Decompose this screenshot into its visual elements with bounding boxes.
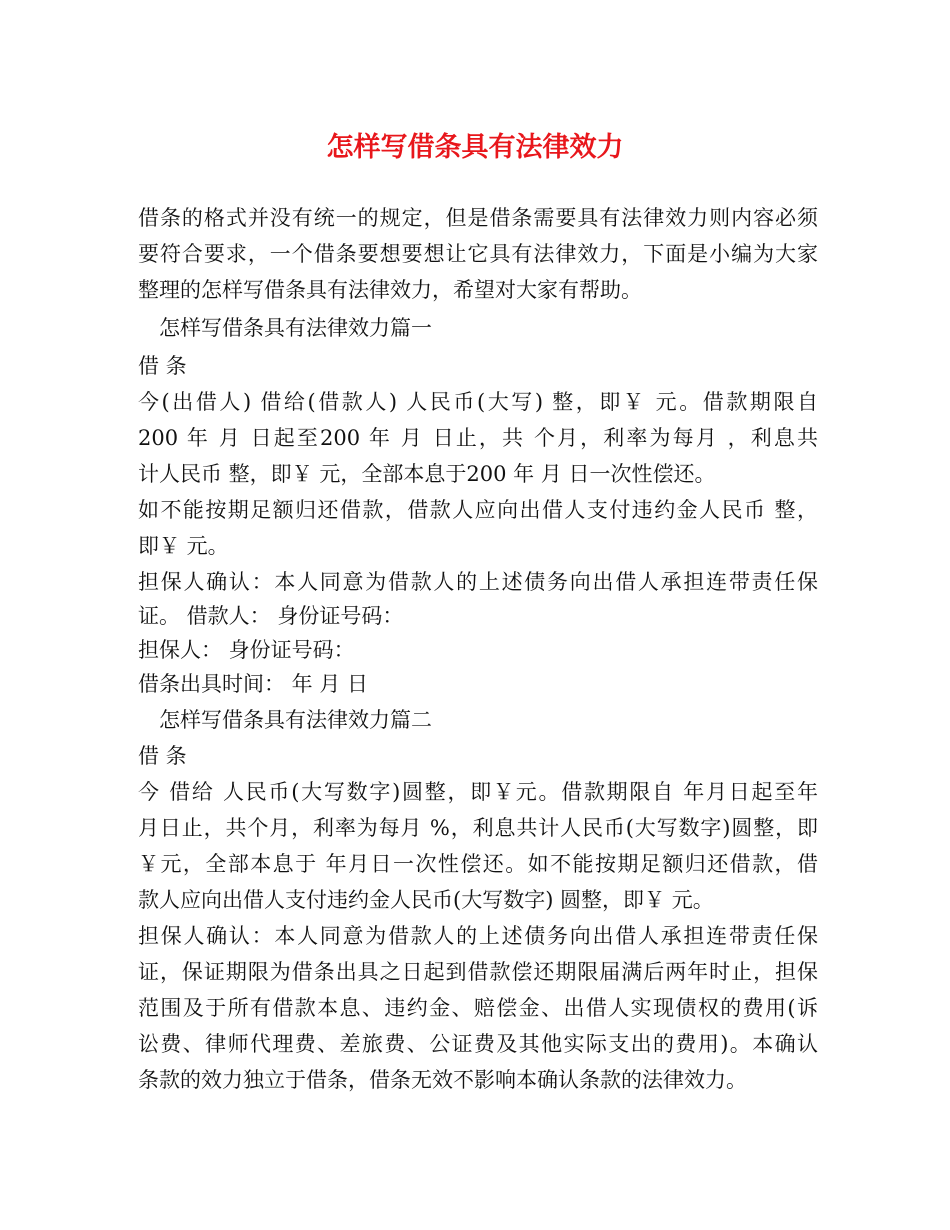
body-line: 整理的怎样写借条具有法律效力，希望对大家有帮助。 — [138, 278, 642, 302]
body-line: 今(出借人) 借给(借款人) 人民币(大写) 整，即￥ 元。借款期限自 — [138, 390, 818, 414]
body-line: 证。 借款人： 身份证号码： — [138, 604, 404, 628]
body-line: 200 年 月 日起至200 年 月 日止，共 个月，利率为每月 ，利息共 — [138, 426, 818, 450]
body-line: 条款的效力独立于借条，借条无效不影响本确认条款的法律效力。 — [138, 1068, 747, 1092]
section-heading-2: 怎样写借条具有法律效力篇二 — [138, 708, 432, 732]
body-line: 讼费、律师代理费、差旅费、公证费及其他实际支出的费用)。本确认 — [138, 1032, 818, 1056]
body-line: 即￥ 元。 — [138, 534, 229, 558]
document-title: 怎样写借条具有法律效力 — [326, 132, 624, 163]
body-line: 担保人确认：本人同意为借款人的上述债务向出借人承担连带责任保 — [138, 570, 818, 594]
body-line: 款人应向出借人支付违约金人民币(大写数字) 圆整，即￥ 元。 — [138, 888, 714, 912]
body-line: 月日止，共个月，利率为每月 %，利息共计人民币(大写数字)圆整，即 — [138, 816, 818, 840]
iou-heading-2: 借 条 — [138, 744, 187, 768]
body-line: 要符合要求，一个借条要想要想让它具有法律效力，下面是小编为大家 — [138, 242, 818, 266]
body-line: 今 借给 人民币(大写数字)圆整，即￥元。借款期限自 年月日起至年 — [138, 780, 818, 804]
body-line: 范围及于所有借款本息、违约金、赔偿金、出借人实现债权的费用(诉 — [138, 996, 818, 1020]
section-heading-1: 怎样写借条具有法律效力篇一 — [138, 316, 432, 340]
iou-heading-1: 借 条 — [138, 354, 187, 378]
body-line: 借条出具时间： 年 月 日 — [138, 672, 369, 696]
body-line: ￥元，全部本息于 年月日一次性偿还。如不能按期足额归还借款，借 — [138, 852, 818, 876]
body-line: 如不能按期足额归还借款，借款人应向出借人支付违约金人民币 整， — [138, 498, 818, 522]
body-line: 担保人确认：本人同意为借款人的上述债务向出借人承担连带责任保 — [138, 924, 818, 948]
body-line: 证，保证期限为借条出具之日起到借款偿还期限届满后两年时止，担保 — [138, 960, 818, 984]
body-line: 借条的格式并没有统一的规定，但是借条需要具有法律效力则内容必须 — [138, 206, 818, 230]
body-line: 担保人： 身份证号码： — [138, 638, 355, 662]
body-line: 计人民币 整，即￥ 元，全部本息于200 年 月 日一次性偿还。 — [138, 462, 716, 486]
